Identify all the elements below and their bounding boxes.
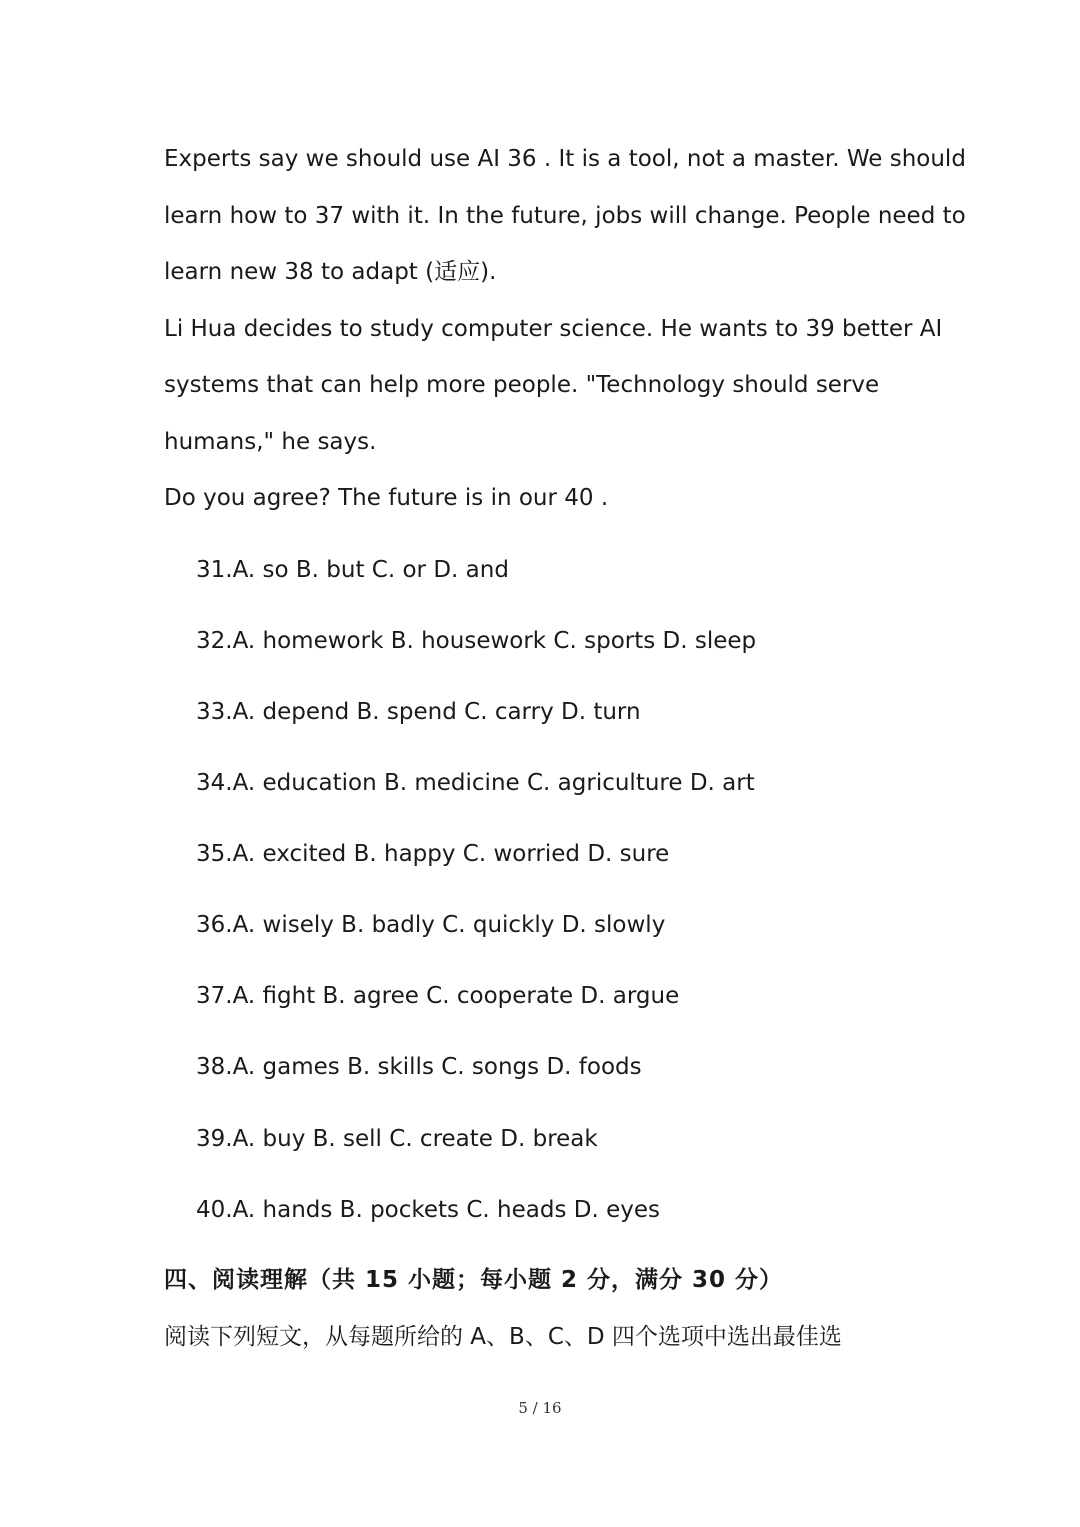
option-item-35: 35.A. excited B. happy C. worried D. sure — [196, 841, 670, 867]
option-item-33: 33.A. depend B. spend C. carry D. turn — [196, 699, 641, 725]
option-item-38: 38.A. games B. skills C. songs D. foods — [196, 1054, 642, 1080]
option-item-34: 34.A. education B. medicine C. agriculture D. art — [196, 770, 755, 796]
passage-line: systems that can help more people. "Technology should serve — [164, 372, 880, 398]
section-heading: 四、阅读理解（共 15 小题；每小题 2 分，满分 30 分） — [164, 1267, 784, 1293]
page-number: 5 / 16 — [518, 1399, 562, 1417]
option-item-39: 39.A. buy B. sell C. create D. break — [196, 1126, 598, 1152]
option-item-40: 40.A. hands B. pockets C. heads D. eyes — [196, 1197, 660, 1223]
section-instruction: 阅读下列短文，从每题所给的 A、B、C、D 四个选项中选出最佳选 — [164, 1324, 842, 1350]
passage-line: humans," he says. — [164, 429, 377, 455]
option-item-32: 32.A. homework B. housework C. sports D. sleep — [196, 628, 757, 654]
passage-line: Experts say we should use AI 36 . It is a tool, not a master. We should — [164, 146, 966, 172]
passage-line: learn new 38 to adapt (适应). — [164, 259, 497, 285]
passage-line: Li Hua decides to study computer science. He wants to 39 better AI — [164, 316, 943, 342]
option-item-36: 36.A. wisely B. badly C. quickly D. slowly — [196, 912, 666, 938]
option-item-37: 37.A. fight B. agree C. cooperate D. argue — [196, 983, 680, 1009]
passage-line: Do you agree? The future is in our 40 . — [164, 485, 609, 511]
passage-line: learn how to 37 with it. In the future, jobs will change. People need to — [164, 203, 966, 229]
option-item-31: 31.A. so B. but C. or D. and — [196, 557, 509, 583]
